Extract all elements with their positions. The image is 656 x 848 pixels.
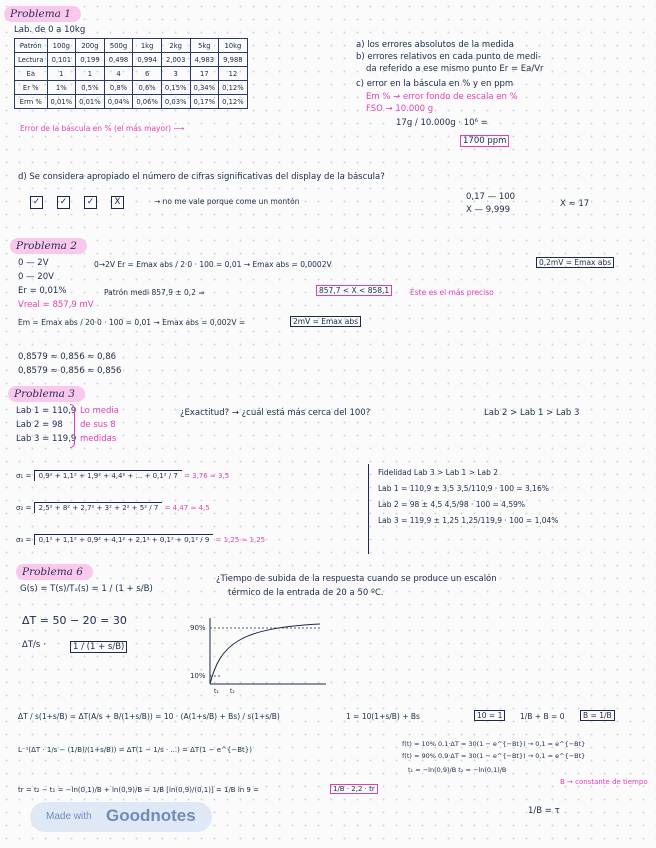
- transfer-function: G(s) = T(s)/Tₐ(s) = 1 / (1 + s/B): [20, 584, 153, 594]
- p2-eq2-note: Éste es el más preciso: [410, 288, 494, 297]
- item-b-cont: da referido a ese mismo punto Er = Ea/Vr: [366, 64, 544, 74]
- brace-note-2: de sus 8: [80, 420, 116, 430]
- check-box-2: ✓: [57, 196, 70, 209]
- p2-line-2: 0 — 20V: [18, 272, 54, 282]
- p2-eq1: 0→2V Er = Emax abs / 2·0 · 100 = 0,01 → Emax abs = 0,0002V: [94, 260, 332, 269]
- fso-note: FSO → 10.000 g: [366, 104, 434, 114]
- graph-label-10: 10%: [190, 672, 206, 680]
- side-calc-2: X — 9,999: [466, 205, 511, 215]
- table-cell: 0,199: [76, 53, 105, 67]
- p2-eq2-box: [316, 286, 392, 295]
- table-cell: 2,003: [161, 53, 190, 67]
- table-cell: 1: [47, 67, 76, 81]
- sigma-3-lhs: σ₃ =: [16, 536, 32, 544]
- p2-eq3-box: [290, 317, 361, 326]
- sigma-3-body: 0,1² + 1,1² + 0,9² + 4,1² + 2,1² + 0,1² + 0,1² / 9: [34, 534, 214, 545]
- p2-line-1: 0 — 2V: [18, 258, 49, 268]
- sigma-2: [16, 502, 210, 513]
- graph-label-t2: t₂: [230, 688, 235, 694]
- table-cell: 6: [133, 67, 162, 81]
- question-d: d) Se considera apropiado el número de cifras significativas del display de la báscula?: [18, 172, 385, 182]
- inverse-laplace: L⁻¹(ΔT · 1/s − (1/B)/(1+s/B)) = ΔT(1 − 1/s · ...) = ΔT(1 − e^{−Bt}): [18, 746, 252, 754]
- table-row: [15, 67, 248, 81]
- f-line-3: t₁ = −ln(0,9)/B t₂ = −ln(0,1)/B: [408, 766, 507, 774]
- table-row: [15, 39, 248, 53]
- exactitud-order: Lab 2 > Lab 1 > Lab 3: [484, 408, 580, 418]
- table-row-header: Er %: [15, 81, 48, 95]
- p2-eq2: Patrón medi 857,9 ± 0,2 ⇒: [104, 288, 205, 297]
- f-line-2: f(t) = 90% 0,9·ΔT = 30(1 − e^{−Bt}) → 0,1 = e^{−Bt}: [402, 752, 586, 760]
- table-cell: 0,498: [104, 53, 133, 67]
- p2-tail-1: 0,8579 ≈ 0,856 ≈ 0,86: [18, 352, 117, 362]
- sigma-1-body: 0,9² + 1,1² + 1,9² + 4,4² + ... + 0,1² / 7: [34, 470, 182, 481]
- side-calc-3: X ≈ 17: [560, 199, 590, 209]
- p2-eq2-box-value: 857,7 < X < 858,1: [316, 285, 392, 296]
- table-cell: 200g: [76, 39, 105, 53]
- tau-eq: 1/B = τ: [528, 806, 560, 816]
- table-row-header: Lectura: [15, 53, 48, 67]
- em-note: Em % → error fondo de escala en %: [366, 92, 518, 102]
- table-row: [15, 81, 248, 95]
- lab-2: Lab 2 = 98: [16, 420, 63, 430]
- table-cell: 100g: [47, 39, 76, 53]
- sigma-2-result: = 4,47 ≈ 4,5: [164, 504, 210, 512]
- table-cell: 2kg: [161, 39, 190, 53]
- table-cell: 0,01%: [47, 95, 76, 109]
- problem-3-title: Problema 3: [8, 386, 85, 402]
- sigma-2-body: 2,5² + 8² + 2,7² + 3² + 2² + 5² / 7: [34, 502, 163, 513]
- p2-line-3: Er = 0,01%: [18, 286, 67, 296]
- ppm-result-value: 1700 ppm: [460, 135, 509, 147]
- check-note: → no me vale porque come un montón: [154, 197, 300, 206]
- section-divider: [368, 464, 369, 554]
- p2-eq3-box-value: 2mV = Emax abs: [290, 316, 361, 327]
- fidelidad-1: Fidelidad Lab 3 > Lab 1 > Lab 2: [378, 468, 499, 477]
- p2-line-4: Vreal = 857,9 mV: [18, 300, 94, 310]
- sigma-1-lhs: σ₁ =: [16, 472, 32, 480]
- partial-fractions: ΔT / s(1+s/B) = ΔT(A/s + B/(1+s/B)) = 10 · (A(1+s/B) + Bs) / s(1+s/B): [18, 712, 280, 721]
- range-label: Lab. de 0 a 10kg: [14, 25, 86, 35]
- sigma-1: [16, 470, 229, 481]
- watermark-prefix: Made with: [46, 811, 92, 822]
- exactitud-question: ¿Exactitud? → ¿cuál está más cerca del 100?: [180, 408, 371, 418]
- brace-note-3: medidas: [80, 434, 117, 444]
- goodnotes-watermark: [30, 802, 212, 832]
- table-row-header: Patrón: [15, 39, 48, 53]
- table-cell: 12: [219, 67, 248, 81]
- p2-tail-2: 0,8579 ≈ 0,856 ≈ 0,856: [18, 366, 122, 376]
- sigma-1-result: = 3,76 ≈ 3,5: [184, 472, 230, 480]
- table-cell: 500g: [104, 39, 133, 53]
- table-cell: 1kg: [133, 39, 162, 53]
- p2-eq1-box: [536, 258, 614, 267]
- item-b: b) errores relativos en cada punto de medi-: [356, 52, 541, 62]
- sigma-2-lhs: σ₂ =: [16, 504, 32, 512]
- watermark-brand: Goodnotes: [106, 806, 196, 825]
- table-row: [15, 53, 248, 67]
- table-cell: 9,988: [219, 53, 248, 67]
- step-frac: ΔT/s ·: [22, 640, 46, 650]
- rise-time-box: [330, 785, 378, 793]
- rise-time-box-value: 1/B · 2,2 · tr: [330, 784, 378, 794]
- problem-2-title: Problema 2: [10, 238, 87, 254]
- question-6-line-2: térmico de la entrada de 20 a 50 ºC.: [228, 588, 384, 598]
- rise-time-eq: tr = t₂ − t₁ = −ln(0,1)/B + ln(0,9)/B = 1/B [ln(0,9)/(0,1)] = 1/B ln 9 =: [18, 786, 259, 794]
- time-constant-note: B → constante de tiempo: [560, 778, 648, 786]
- brace-note-1: Lo media: [80, 406, 119, 416]
- delta-t: ΔT = 50 − 20 = 30: [22, 614, 127, 627]
- lab-3: Lab 3 = 119,9: [16, 434, 77, 444]
- table-row-header: Erm %: [15, 95, 48, 109]
- check-box-3: ✓: [84, 196, 97, 209]
- table-cell: 0,01%: [76, 95, 105, 109]
- table-cell: 0,17%: [190, 95, 219, 109]
- table-cell: 0,994: [133, 53, 162, 67]
- question-6-line-1: ¿Tiempo de subida de la respuesta cuando se produce un escalón: [216, 574, 497, 584]
- step-frac-box-value: 1 / (1 + s/B): [70, 641, 127, 653]
- ppm-result: [460, 136, 509, 146]
- table-cell: 0,5%: [76, 81, 105, 95]
- table-row: [15, 95, 248, 109]
- table-cell: 0,101: [47, 53, 76, 67]
- roots-box-1: [474, 711, 505, 720]
- lab-1: Lab 1 = 110,9: [16, 406, 77, 416]
- table-cell: 0,12%: [219, 95, 248, 109]
- graph-label-90: 90%: [190, 624, 206, 632]
- table-cell: 0,34%: [190, 81, 219, 95]
- side-calc-1: 0,17 — 100: [466, 192, 516, 202]
- table-cell: 0,15%: [161, 81, 190, 95]
- scale-error-note: Error de la báscula en % (el más mayor) ⟶: [20, 124, 185, 133]
- table-cell: 4: [104, 67, 133, 81]
- measurement-table: [14, 38, 248, 109]
- problem-1-title: Problema 1: [4, 6, 81, 22]
- step-response-graph: [190, 614, 330, 694]
- table-cell: 10kg: [219, 39, 248, 53]
- roots-eq: 1 = 10(1+s/B) + Bs: [346, 712, 420, 721]
- f-line-1: f(t) = 10% 0,1·ΔT = 30(1 − e^{−Bt}) → 0,1 = e^{−Bt}: [402, 740, 586, 748]
- fidelidad-4: Lab 3 = 119,9 ± 1,25 1,25/119,9 · 100 = 1,04%: [378, 516, 559, 525]
- check-box-4: X: [111, 196, 124, 209]
- table-cell: 5kg: [190, 39, 219, 53]
- check-box-1: ✓: [30, 196, 43, 209]
- item-a: a) los errores absolutos de la medida: [356, 40, 514, 50]
- p2-eq3: Em = Emax abs / 20·0 · 100 = 0,01 → Emax abs = 0,002V =: [18, 318, 246, 327]
- table-cell: 0,8%: [104, 81, 133, 95]
- p2-eq1-box-value: 0,2mV = Emax abs: [536, 257, 614, 268]
- table-cell: 0,04%: [104, 95, 133, 109]
- table-cell: 1%: [47, 81, 76, 95]
- sigma-3-result: = 1,25 ≈ 1,25: [215, 536, 266, 544]
- table-cell: 17: [190, 67, 219, 81]
- fidelidad-3: Lab 2 = 98 ± 4,5 4,5/98 · 100 = 4,59%: [378, 500, 525, 509]
- roots-box-2: [580, 711, 615, 720]
- item-c: c) error en la báscula en % y en ppm: [356, 79, 514, 89]
- roots-box-1-value: 10 = 1: [474, 710, 505, 721]
- check-row: [30, 196, 138, 209]
- table-cell: 0,12%: [219, 81, 248, 95]
- table-cell: 4,983: [190, 53, 219, 67]
- table-cell: 0,03%: [161, 95, 190, 109]
- table-cell: 3: [161, 67, 190, 81]
- table-cell: 1: [76, 67, 105, 81]
- table-cell: 0,6%: [133, 81, 162, 95]
- sigma-3: [16, 534, 265, 545]
- response-curve: [210, 624, 320, 684]
- roots-box-2-value: B = 1/B: [580, 710, 615, 721]
- lab-brace: [70, 404, 75, 448]
- graph-label-t1: t₁: [214, 688, 219, 694]
- roots-mid: 1/B + B = 0: [520, 712, 565, 721]
- ppm-lhs: 17g / 10.000g · 10⁶ =: [396, 118, 488, 128]
- fidelidad-2: Lab 1 = 110,9 ± 3,5 3,5/110,9 · 100 = 3,16%: [378, 484, 549, 493]
- table-cell: 0,06%: [133, 95, 162, 109]
- problem-6-title: Problema 6: [16, 564, 93, 580]
- step-frac-box: [70, 642, 127, 652]
- table-row-header: Ea: [15, 67, 48, 81]
